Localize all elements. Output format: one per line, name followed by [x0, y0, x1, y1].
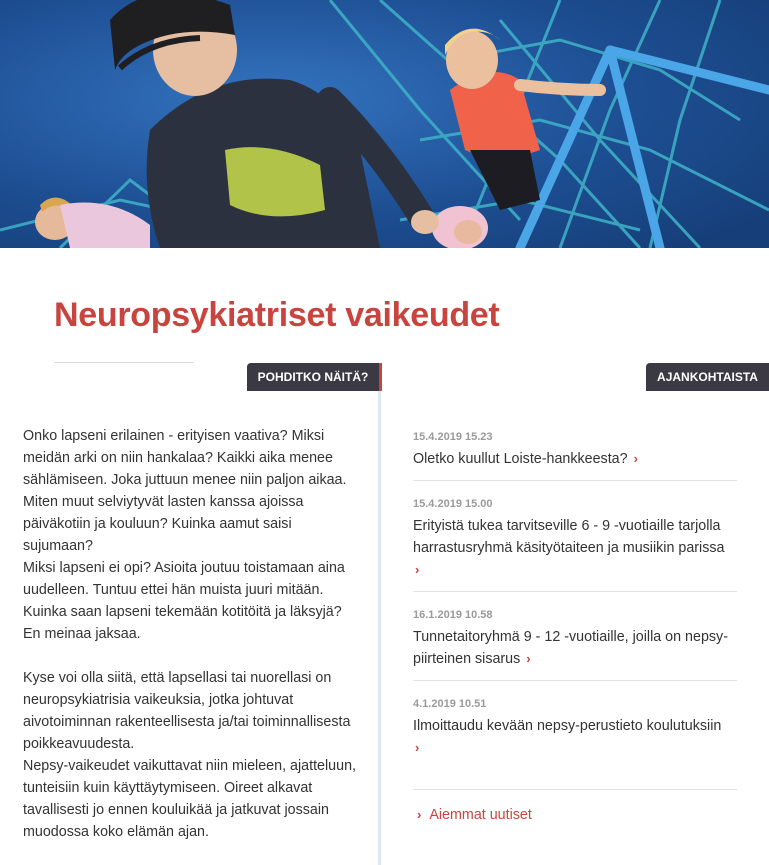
- news-item: [413, 429, 737, 481]
- intro-paragraph: Nepsy-vaikeudet vaikuttavat niin mieleen, ajatteluun, tunteisiin kuin käyttäytymiseen. Oireet alkavat tavallisesti jo ennen kouluikää ja jatkuvat jossain muodossa koko elämän ajan.: [23, 758, 356, 840]
- title-divider: [54, 362, 194, 363]
- chevron-right-icon: ›: [417, 807, 422, 822]
- news-title[interactable]: Ilmoittaudu kevään nepsy-perustieto koulutuksiin: [413, 718, 722, 734]
- chevron-right-icon: ›: [526, 651, 531, 666]
- more-news-link[interactable]: [413, 805, 737, 825]
- chevron-right-icon: ›: [633, 451, 638, 466]
- news-item: [413, 607, 737, 681]
- page-title: Neuropsykiatriset vaikeudet: [54, 296, 500, 334]
- news-item: [413, 696, 737, 790]
- news-link[interactable]: [413, 626, 737, 670]
- news-link[interactable]: [413, 515, 737, 581]
- chevron-right-icon: ›: [415, 740, 420, 755]
- hero-image: [0, 0, 769, 248]
- intro-text: [23, 425, 363, 843]
- intro-paragraph: Miksi lapseni ei opi? Asioita joutuu toistamaan aina uudelleen. Tuntuu ettei hän muista juuri mitään. Kuinka saan lapseni tekemään kotitöitä ja läksyjä? En meinaa jaksaa.: [23, 560, 345, 642]
- news-list: [413, 429, 737, 825]
- column-divider: [378, 391, 381, 865]
- news-title[interactable]: Oletko kuullut Loiste-hankkeesta?: [413, 451, 628, 467]
- intro-paragraph: Onko lapseni erilainen - erityisen vaativa? Miksi meidän arki on niin hankalaa? Kaikki aika menee sählämiseen. Joka juttuun menee niin paljon aikaa. Miten muut selviytyvät lasten kanssa ajoissa päiväkotiin ja kouluun? Kuinka aamut saisi sujumaan?: [23, 428, 347, 554]
- tab-pohditko-naita: POHDITKO NÄITÄ?: [247, 363, 382, 391]
- news-item: [413, 496, 737, 592]
- news-date: 4.1.2019 10.51: [413, 698, 487, 710]
- news-date: 15.4.2019 15.23: [413, 431, 493, 443]
- news-date: 15.4.2019 15.00: [413, 498, 493, 510]
- news-link[interactable]: [413, 715, 737, 759]
- tab-ajankohtaista: AJANKOHTAISTA: [646, 363, 769, 391]
- news-date: 16.1.2019 10.58: [413, 609, 493, 621]
- hero-photo-children-climbing-net: [0, 0, 769, 248]
- intro-paragraph: Kyse voi olla siitä, että lapsellasi tai nuorellasi on neuropsykiatrisia vaikeuksia, jotka johtuvat aivotoiminnan rakenteellisesta ja/tai toiminnallisesta poikkeavuudesta.: [23, 670, 351, 752]
- chevron-right-icon: ›: [415, 562, 420, 577]
- news-title[interactable]: Erityistä tukea tarvitseville 6 - 9 -vuotiaille tarjolla harrastusryhmä käsityötaiteen ja musiikin parissa: [413, 518, 725, 556]
- more-news-label[interactable]: Aiemmat uutiset: [429, 807, 532, 823]
- news-title[interactable]: Tunnetaitoryhmä 9 - 12 -vuotiaille, joilla on nepsy-piirteinen sisarus: [413, 629, 728, 667]
- news-link[interactable]: [413, 448, 737, 470]
